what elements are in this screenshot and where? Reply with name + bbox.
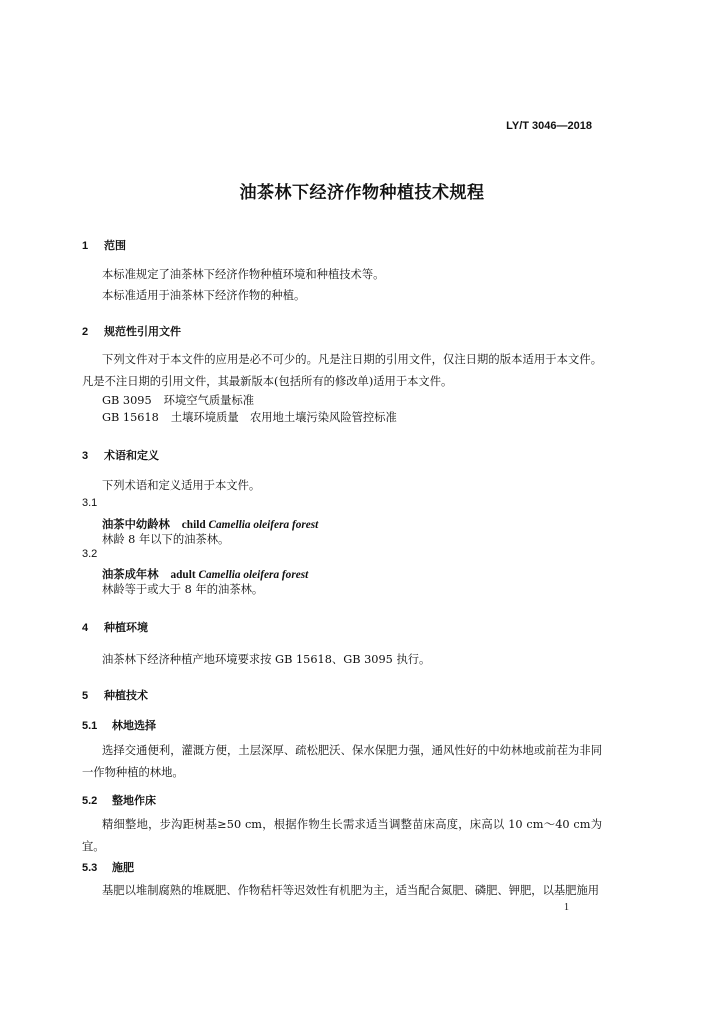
normative-reference <box>102 407 397 429</box>
reference-title: 环境空气质量标准 <box>163 394 255 407</box>
paragraph: 油茶林下经济种植产地环境要求按 GB 15618、GB 3095 执行。 <box>102 653 431 666</box>
section-number: 3 <box>82 450 89 462</box>
paragraph: 本标准适用于油茶林下经济作物的种植。 <box>102 289 306 302</box>
section-title: 规范性引用文件 <box>104 325 181 338</box>
section-number: 5 <box>82 690 89 702</box>
subsection-number: 5.3 <box>82 862 98 874</box>
subsection-heading-5-2 <box>82 792 156 808</box>
term-english: child Camellia oleifera forest <box>181 519 319 531</box>
section-number: 4 <box>82 622 89 634</box>
subsection-title: 整地作床 <box>112 794 156 807</box>
term-number: 3.1 <box>82 497 98 509</box>
reference-title: 土壤环境质量 农用地土壤污染风险管控标准 <box>170 411 397 424</box>
section-title: 范围 <box>104 239 126 252</box>
paragraph: 基肥以堆制腐熟的堆厩肥、作物秸杆等迟效性有机肥为主，适当配合氮肥、磷肥、钾肥，以基肥施用 <box>102 884 600 897</box>
term-chinese: 油茶中幼龄林 <box>102 518 170 531</box>
section-heading-4 <box>82 619 148 635</box>
subsection-heading-5-3 <box>82 859 134 875</box>
section-heading-2 <box>82 323 181 339</box>
section-heading-3 <box>82 447 159 463</box>
section-heading-5 <box>82 687 148 703</box>
standard-code: LY/T 3046—2018 <box>506 120 592 132</box>
paragraph: 下列文件对于本文件的应用是必不可少的。凡是注日期的引用文件，仅注日期的版本适用于本文件。凡是不注日期的引用文件，其最新版本(包括所有的修改单)适用于本文件。 <box>82 353 602 388</box>
reference-code: GB 15618 <box>102 411 159 424</box>
term-number: 3.2 <box>82 548 98 560</box>
paragraph: 选择交通便利，灌溉方便，土层深厚、疏松肥沃、保水保肥力强，通风性好的中幼林地或前茬为非同一作物种植的林地。 <box>82 744 602 779</box>
section-title: 术语和定义 <box>104 449 159 462</box>
page-number: 1 <box>564 902 569 913</box>
section-title: 种植技术 <box>104 689 148 702</box>
paragraph: 精细整地，步沟距树基≥50 cm，根据作物生长需求适当调整苗床高度，床高以 10 cm～40 cm为宜。 <box>82 818 602 853</box>
reference-code: GB 3095 <box>102 394 152 407</box>
subsection-number: 5.2 <box>82 795 98 807</box>
subsection-title: 施肥 <box>112 861 134 874</box>
section-heading-1 <box>82 237 126 253</box>
paragraph: 本标准规定了油茶林下经济作物种植环境和种植技术等。 <box>102 268 385 281</box>
term-definition: 林龄等于或大于 8 年的油茶林。 <box>102 583 264 596</box>
section-title: 种植环境 <box>104 621 148 634</box>
document-title: 油茶林下经济作物种植技术规程 <box>239 183 485 203</box>
subsection-heading-5-1 <box>82 717 156 733</box>
section-number: 1 <box>82 240 89 252</box>
term-definition: 林龄 8 年以下的油茶林。 <box>102 533 230 546</box>
section-number: 2 <box>82 326 89 338</box>
subsection-number: 5.1 <box>82 720 98 732</box>
paragraph: 下列术语和定义适用于本文件。 <box>102 479 261 492</box>
term-english: adult Camellia oleifera forest <box>170 569 309 581</box>
term-chinese: 油茶成年林 <box>102 568 159 581</box>
subsection-title: 林地选择 <box>112 719 156 732</box>
